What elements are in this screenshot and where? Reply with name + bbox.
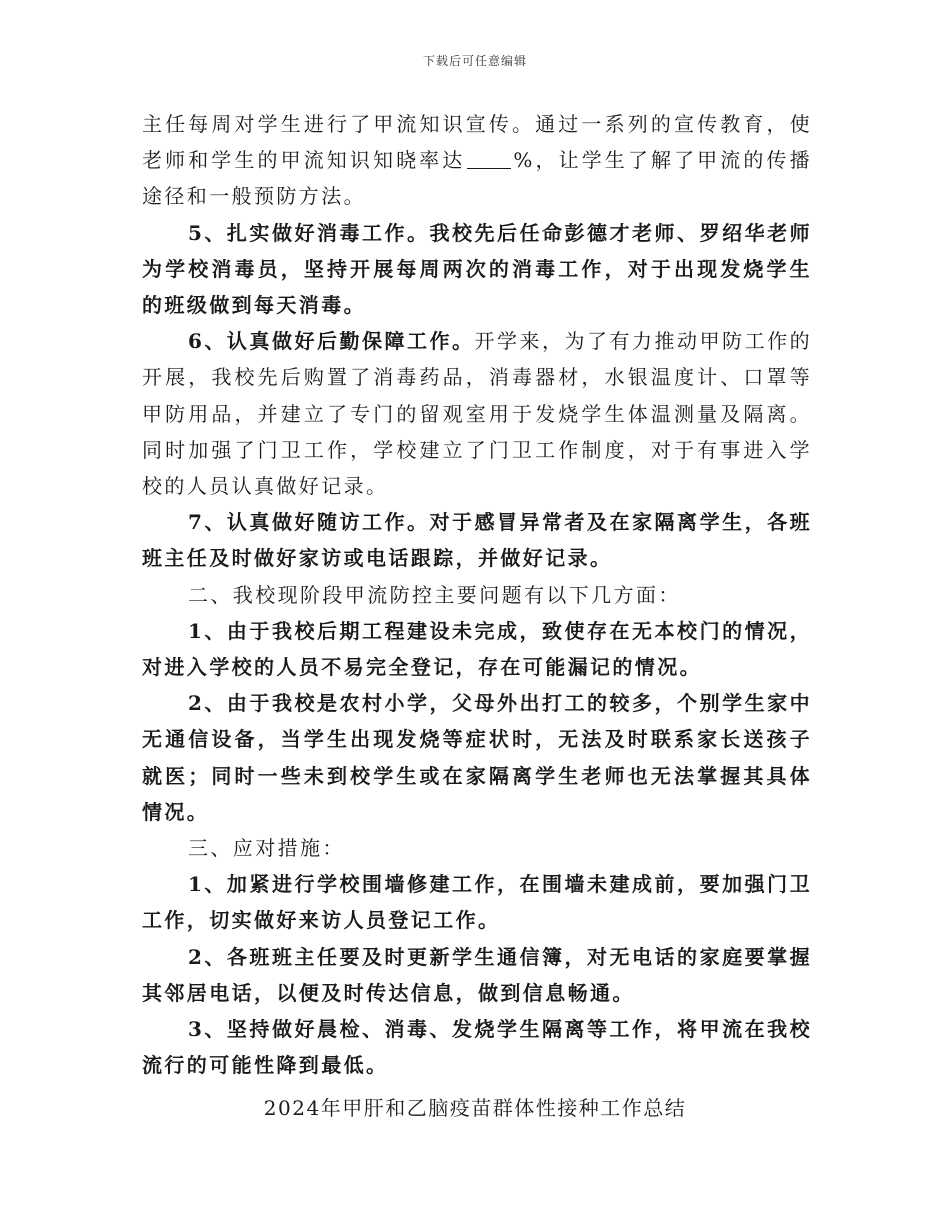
- paragraph-text: 开学来，为了有力推动甲防工作的开展，我校先后购置了消毒药品，消毒器材，水银温度计、口罩等甲防用品，并建立了专门的留观室用于发烧学生体温测量及隔离。同时加强了门卫工作，学校建立了门卫工作制度，对于有事进入学校的人员认真做好记录。: [142, 329, 812, 499]
- paragraph-text: %，让学生了解了甲流的传播途径和一般预防方法。: [142, 148, 812, 209]
- paragraph-disinfection: 5、扎实做好消毒工作。我校先后任命彭德才老师、罗绍华老师为学校消毒员，坚持开展每周两次的消毒工作，对于出现发烧学生的班级做到每天消毒。: [142, 220, 812, 318]
- paragraph-text: 主任每周对学生进行了甲流知识宣传。通过一系列的宣传教育，使老师和学生的甲流知识知晓率达: [142, 112, 812, 173]
- document-body: [142, 106, 812, 1083]
- paragraph-measure-3: 3、坚持做好晨检、消毒、发烧学生隔离等工作，将甲流在我校流行的可能性降到最低。: [142, 1017, 812, 1078]
- paragraph-lead: 6、认真做好后勤保障工作。: [188, 329, 475, 354]
- page-header: 下载后可任意编辑: [422, 54, 527, 68]
- paragraph-measure-2: 2、各班班主任要及时更新学生通信簿，对无电话的家庭要掌握其邻居电话，以便及时传达信息，做到信息畅通。: [142, 944, 812, 1005]
- document-title: 2024年甲肝和乙脑疫苗群体性接种工作总结: [263, 1096, 687, 1120]
- paragraph-problem-2: 2、由于我校是农村小学，父母外出打工的较多，个别学生家中无通信设备，当学生出现发烧等症状时，无法及时联系家长送孩子就医；同时一些未到校学生或在家隔离学生老师也无法掌握其具体情况。: [142, 691, 812, 824]
- paragraph-problem-1: 1、由于我校后期工程建设未完成，致使存在无本校门的情况，对进入学校的人员不易完全登记，存在可能漏记的情况。: [142, 618, 812, 680]
- paragraph-follow-up: 7、认真做好随访工作。对于感冒异常者及在家隔离学生，各班班主任及时做好家访或电话跟踪，并做好记录。: [142, 510, 812, 571]
- section-heading-problems: 二、我校现阶段甲流防控主要问题有以下几方面：: [188, 582, 681, 607]
- paragraph-publicity: [142, 106, 812, 215]
- paragraph-logistics: [142, 323, 812, 504]
- fill-in-blank: [467, 150, 511, 169]
- section-heading-measures: 三、应对措施：: [188, 836, 345, 861]
- paragraph-measure-1: 1、加紧进行学校围墙修建工作，在围墙未建成前，要加强门卫工作，切实做好来访人员登记工作。: [142, 872, 812, 933]
